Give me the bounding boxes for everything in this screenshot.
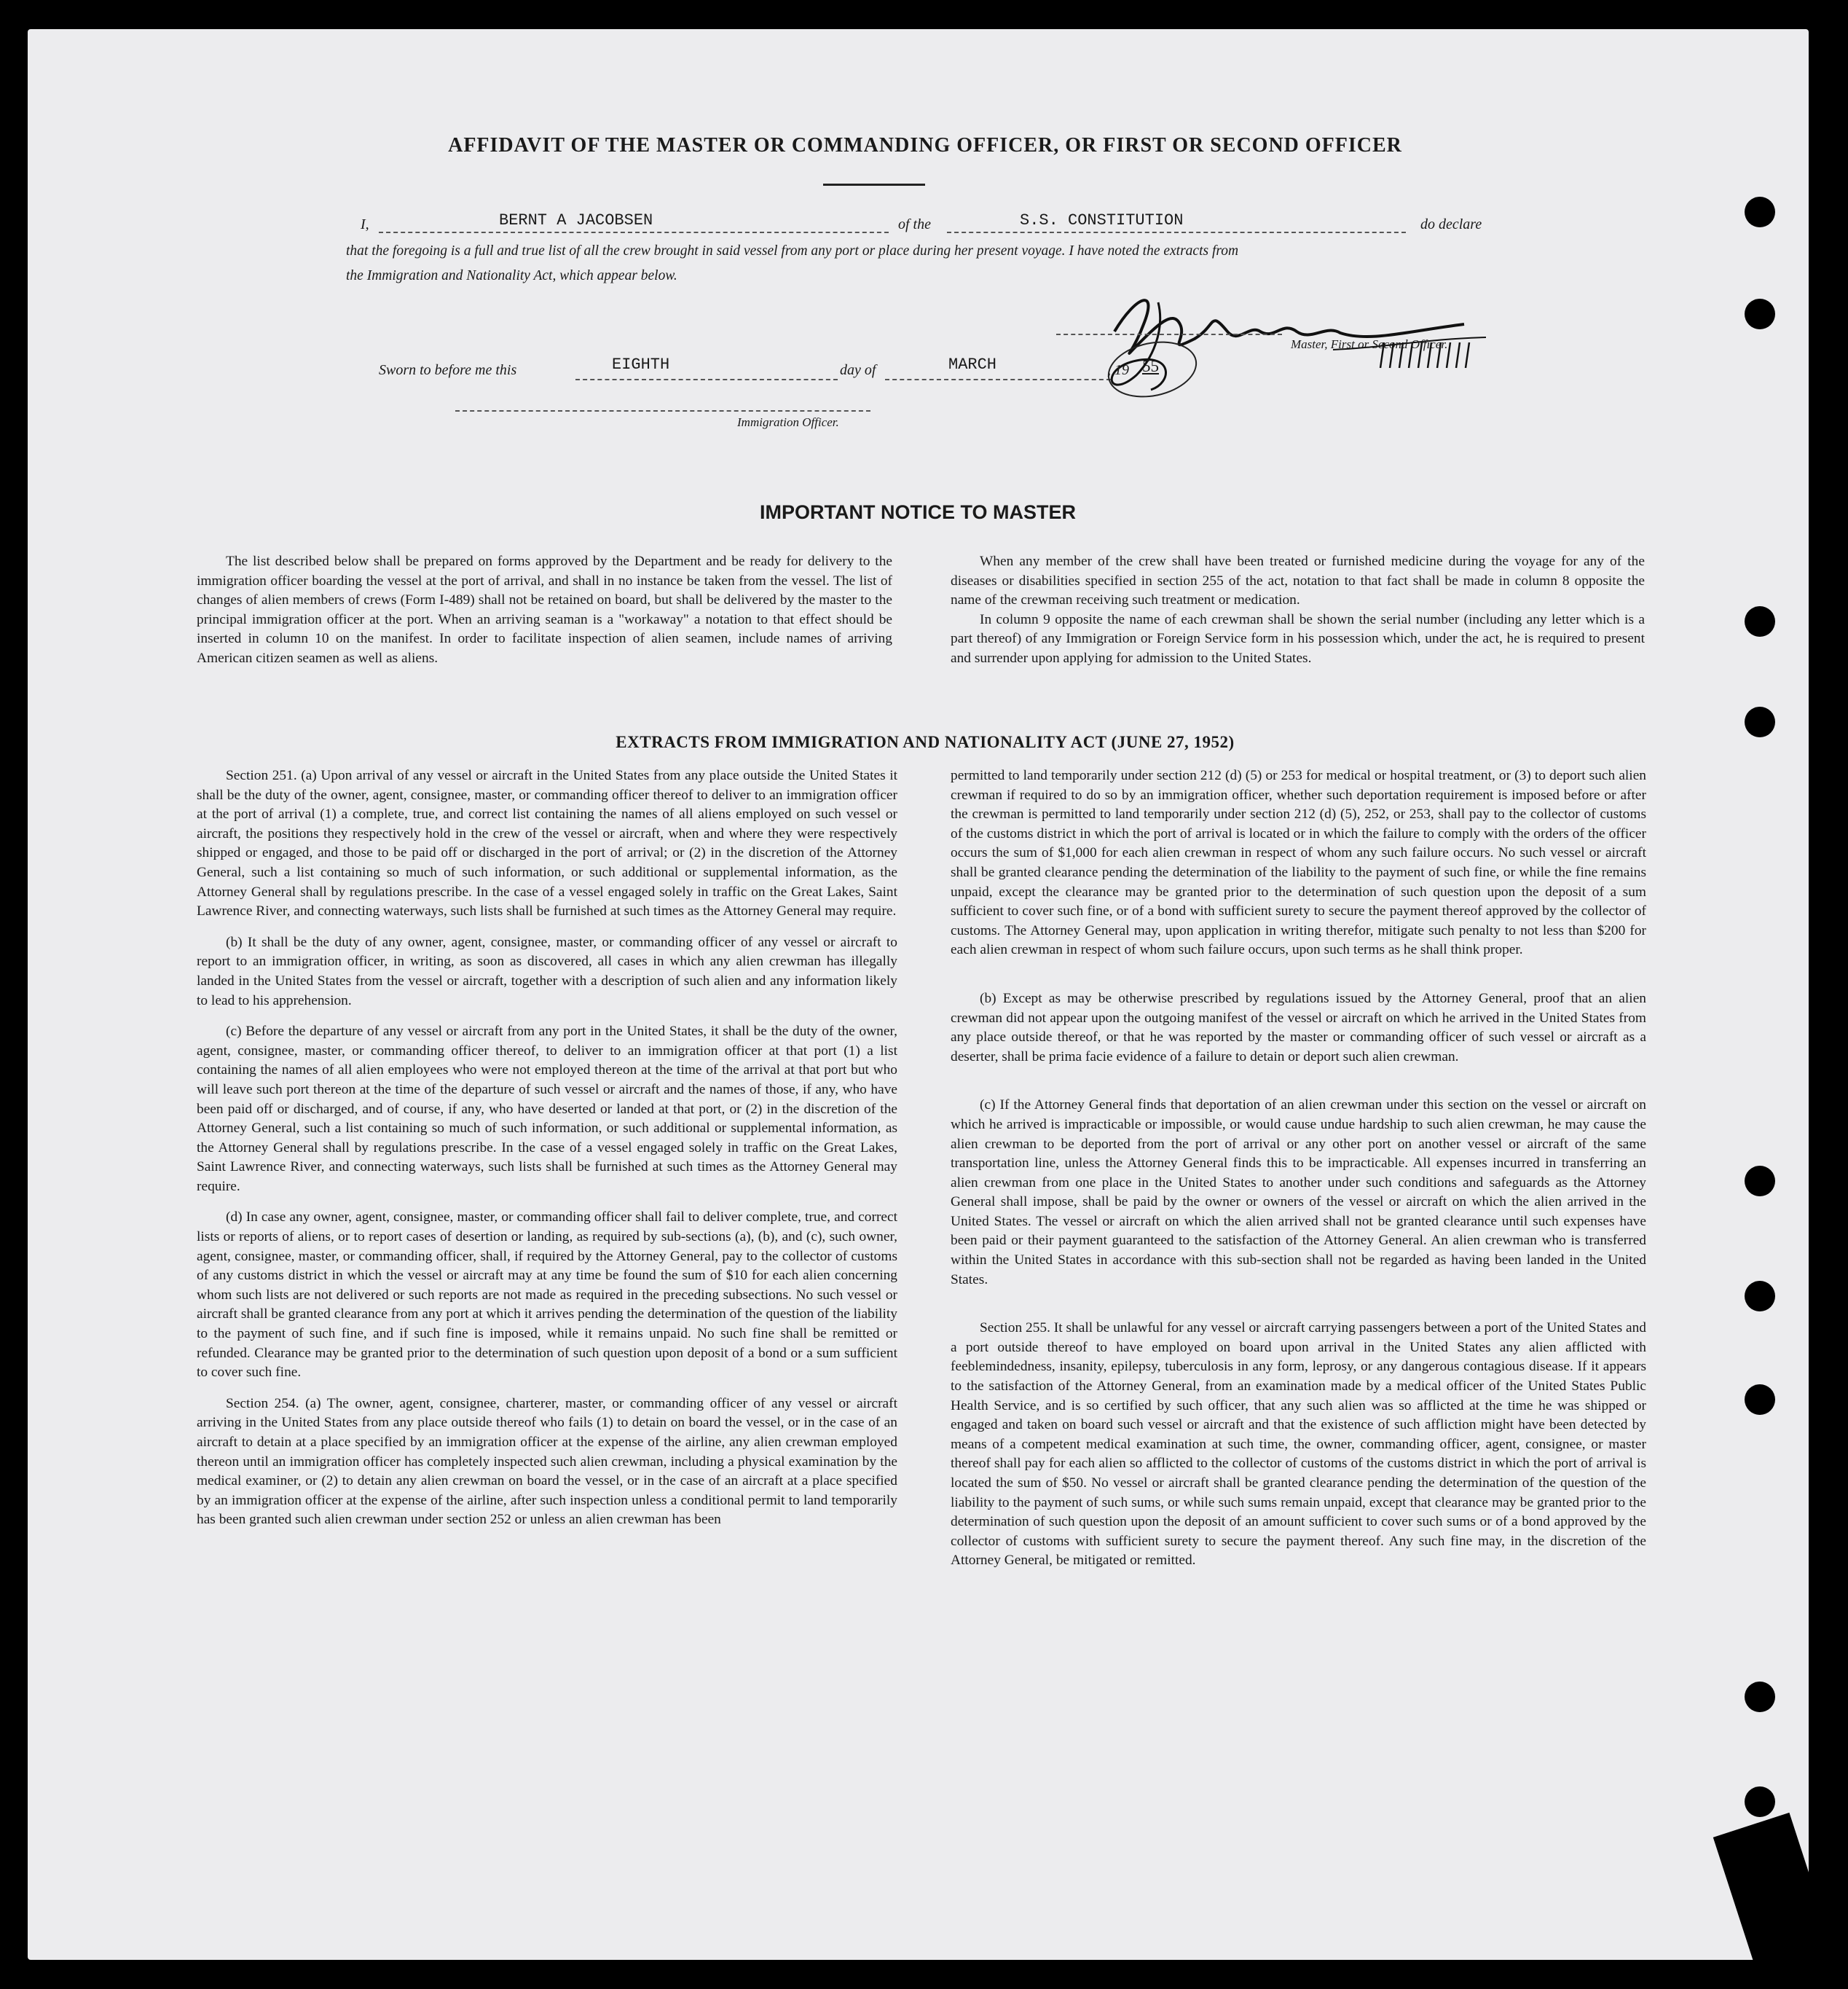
- section-254a: Section 254. (a) The owner, agent, consignee, charterer, master, or commanding officer of any vessel or aircraft arriving in the United States from any place outside thereof who fails (1) to detain on board the vessel, or in the case of an aircraft to detain at a place specified by an immigration officer at the expense of the airline, any alien crewman employed thereon until an immigration officer has completely inspected such alien crewman, including a physical examination by the medical examiner, or (2) to detain any alien crewman on board the vessel, or in the case of an aircraft at a place specified by an immigration officer at the expense of the airline, after such inspection unless a conditional permit to land temporarily has been granted such alien crewman under section 252 or unless an alien crewman has been: [197, 1395, 897, 1528]
- binder-hole: [1745, 1384, 1775, 1415]
- section-251b: (b) It shall be the duty of any owner, agent, consignee, master, or commanding officer of any vessel or aircraft to report to an immigration officer, in writing, as soon as discovered, all cases in which any alien crewman has illegally landed in the United States from the vessel or aircraft, together with a description of such alien and any information likely to lead to his apprehension.: [197, 934, 897, 1008]
- notice-left-column: [197, 552, 892, 680]
- name-underline: [379, 232, 889, 233]
- binder-hole: [1745, 1166, 1775, 1196]
- signature-underline: [1056, 334, 1282, 335]
- sworn-day: EIGHTH: [612, 356, 670, 374]
- section-251a: Section 251. (a) Upon arrival of any vessel or aircraft in the United States from any place outside the United States it shall be the duty of the owner, agent, consignee, master, or commanding officer thereof to deliver to an immigration officer at the port of arrival (1) a complete, true, and correct list containing the names of all aliens employed on such vessel or aircraft, the positions they respectively hold in the crew of the vessel or aircraft, when and where they were respectively shipped or engaged, and those to be paid off or discharged in the port of arrival; or (2) in the discretion of the Attorney General, such a list containing so much of such information, or such additional or supplemental information, as the Attorney General shall by regulations prescribe. In the case of a vessel engaged solely in traffic on the Great Lakes, Saint Lawrence River, and connecting waterways, such lists shall be furnished at such times as the Attorney General may require.: [197, 768, 897, 919]
- of-the-label: of the: [898, 216, 931, 232]
- section-254b: (b) Except as may be otherwise prescribed by regulations issued by the Attorney General, proof that an alien crewman did not appear upon the outgoing manifest of the vessel or aircraft on which he arrived in the United States from any place outside thereof, or that he was reported by the master or commanding officer of such vessel or aircraft as a deserter, shall be prima facie evidence of a failure to detain or deport such alien crewman.: [951, 990, 1646, 1064]
- immigration-officer-label: Immigration Officer.: [737, 415, 839, 429]
- section-255: Section 255. It shall be unlawful for any vessel or aircraft carrying passengers between a port of the United States and a port outside thereof to have employed on board upon arrival in the United States any alien afflicted with feeblemindedness, insanity, epilepsy, tuberculosis in any form, leprosy, or any dangerous contagious disease. If it appears to the satisfaction of the Attorney General, from an examination made by a medical officer of the United States Public Health Service, and is so certified by such officer, that any such alien was so afflicted at the time he was shipped or engaged and taken on board such vessel or aircraft and that the existence of such affliction might have been detected by means of a competent medical examination at such time, the owner, commanding officer, agent, consignee, or master thereof shall pay for each alien so afflicted to the collector of customs of the customs district in which the port of arrival is located the sum of $50. No vessel or aircraft shall be granted clearance pending the determination of the question of the liability to the payment of such sums, or while such sums remain unpaid, except that clearance may be granted prior to the determination of such question upon the deposit of an amount sufficient to cover such sums or of a bond approved by the collector of customs with sufficient surety to secure the payment thereof. Any such fine may, in the discretion of the Attorney General, be mitigated or remitted.: [951, 1320, 1646, 1569]
- binder-hole: [1745, 606, 1775, 637]
- title-rule: [823, 184, 925, 186]
- i-label: I,: [361, 216, 369, 232]
- notice-title: IMPORTANT NOTICE TO MASTER: [760, 501, 1076, 523]
- section-254a-continued: permitted to land temporarily under section 212 (d) (5) or 253 for medical or hospital treatment, or (3) to deport such alien crewman if required to do so by an immigration officer, whether such deportation requirement is imposed before or after the crewman is permitted to land temporarily under section 212 (d) (5), 252, or 253, shall pay to the collector of customs of the customs district in which the port of arrival is located or in which the failure to comply with the orders of the officer occurs the sum of $1,000 for each alien crewman in respect of whom any such failure occurs. No such vessel or aircraft shall be granted clearance pending the determination of the liability to the payment of such fine, or while the fine remains unpaid, except the clearance may be granted prior to the determination of such question upon the deposit of a sum sufficient to cover such fine, or of a bond with sufficient surety to secure the payment thereof approved by the collector of customs. The Attorney General may, upon application in writing therefor, mitigate such penalty to not less than $200 for each alien crewman in respect of whom such failure occurs, upon such terms as he shall think proper.: [951, 768, 1646, 958]
- section-254c: (c) If the Attorney General finds that deportation of an alien crewman under this section on the vessel or aircraft on which he arrived is impracticable or impossible, or would cause undue hardship to such alien crewman, he may cause the alien crewman to be deported from the port of arrival or any other port on another vessel or aircraft of the same transportation line, unless the Attorney General finds this to be impracticable. All expenses incurred in transferring an alien crewman from one place in the United States to another under such conditions and safeguards as the Attorney General shall impose, shall be paid by the owner or owners of the vessel or aircraft on which the alien arrived in the United States. The vessel or aircraft on which the alien arrived shall not be granted clearance until such expenses have been paid or their payment guaranteed to the satisfaction of the Attorney General. An alien crewman who is transferred within the United States in accordance with this sub-section shall not be regarded as having been landed in the United States.: [951, 1097, 1646, 1287]
- affidavit-title: AFFIDAVIT OF THE MASTER OR COMMANDING OFFICER, OR FIRST OR SECOND OFFICER: [448, 134, 1402, 157]
- binder-hole: [1745, 1786, 1775, 1817]
- notice-paragraph: When any member of the crew shall have been treated or furnished medicine during the voyage for any of the diseases or disabilities specified in section 255 of the act, notation to that fact shall be made in column 8 opposite the name of the crewman receiving such treatment or medication.: [951, 554, 1645, 608]
- sworn-label: Sworn to before me this: [379, 362, 517, 378]
- notice-paragraph: The list described below shall be prepared on forms approved by the Department and be ready for delivery to the immigration officer boarding the vessel at the port of arrival, and shall in no instance be taken from the vessel. The list of changes of alien members of crews (Form I-489) shall not be retained on board, but shall be delivered by the master to the principal immigration officer at the port. When an arriving seaman is a "workaway" a notation to that effect should be inserted in column 10 on the manifest. In order to facilitate inspection of alien seamen, include names of arriving American citizen seamen as well as aliens.: [197, 554, 892, 666]
- binder-hole: [1745, 1829, 1775, 1859]
- notice-right-column: [951, 552, 1645, 680]
- notice-paragraph: In column 9 opposite the name of each crewman shall be shown the serial number (including any letter which is a part thereof) of any Immigration or Foreign Service form in his possession which, under the act, he is required to present and surrender upon applying for admission to the United States.: [951, 611, 1645, 666]
- day-of-label: day of: [840, 362, 876, 378]
- vessel-underline: [947, 232, 1406, 233]
- immigration-officer-underline: [455, 410, 870, 412]
- declaration-line-1: that the foregoing is a full and true list of all the crew brought in said vessel from any port or place during her present voyage. I have noted the extracts from: [346, 243, 1239, 259]
- binder-hole: [1745, 1682, 1775, 1712]
- declaration-line-2: the Immigration and Nationality Act, which appear below.: [346, 268, 677, 283]
- vessel-name: S.S. CONSTITUTION: [1020, 211, 1184, 230]
- binder-hole: [1745, 707, 1775, 737]
- year-prefix: , 19: [1107, 362, 1129, 378]
- binder-hole: [1745, 197, 1775, 227]
- do-declare-label: do declare: [1420, 216, 1482, 232]
- binder-hole: [1745, 1281, 1775, 1311]
- sworn-month: MARCH: [948, 356, 997, 374]
- day-underline: [575, 379, 838, 380]
- binder-hole: [1745, 299, 1775, 329]
- section-251d: (d) In case any owner, agent, consignee, master, or commanding officer shall fail to deliver complete, true, and correct lists or reports of aliens, or to report cases of desertion or landing, as required by sub-sections (a), (b), and (c), such owner, agent, consignee, master, or commanding officer, shall, if required by the Attorney General, pay to the collector of customs of any customs district in which the vessel or aircraft may at any time be found the sum of $10 for each alien concerning whom such lists are not delivered or such reports are not made as required in the preceding subsections. No such vessel or aircraft shall be granted clearance from any port at which it arrives pending the determination of the question of the liability to the payment of such fine, and if such fine is imposed, while it remains unpaid. No such fine shall be remitted or refunded. Clearance may be granted prior to the determination of such question upon deposit of a bond or a sum sufficient to cover such fine.: [197, 1209, 897, 1381]
- extracts-title: EXTRACTS FROM IMMIGRATION AND NATIONALITY ACT (JUNE 27, 1952): [616, 733, 1235, 751]
- extracts-right-column: [951, 766, 1646, 1582]
- master-name: BERNT A JACOBSEN: [499, 211, 653, 230]
- extracts-left-column: [197, 766, 897, 1542]
- master-officer-label: Master, First or Second Officer.: [1291, 337, 1448, 351]
- month-underline: [885, 379, 1111, 380]
- sworn-year: 55: [1142, 357, 1159, 375]
- section-251c: (c) Before the departure of any vessel or aircraft from any port in the United States, it shall be the duty of the owner, agent, consignee, master, or commanding officer thereof, to deliver to an immigration officer at that port (1) a list containing the names of all alien employees who were not employed thereon at the time of the arrival at that port but who will leave such port thereon at the time of the departure of such vessel or aircraft and the names of those, if any, who have been paid off or discharged, and of course, if any, who have deserted or landed at that port, or (2) in the discretion of the Attorney General, such a list containing so much of such information, or such additional or supplemental information, as the Attorney General shall by regulations prescribe. In the case of a vessel engaged solely in traffic on the Great Lakes, Saint Lawrence River, and connecting waterways, such lists shall be furnished at such times as the Attorney General may require.: [197, 1024, 897, 1194]
